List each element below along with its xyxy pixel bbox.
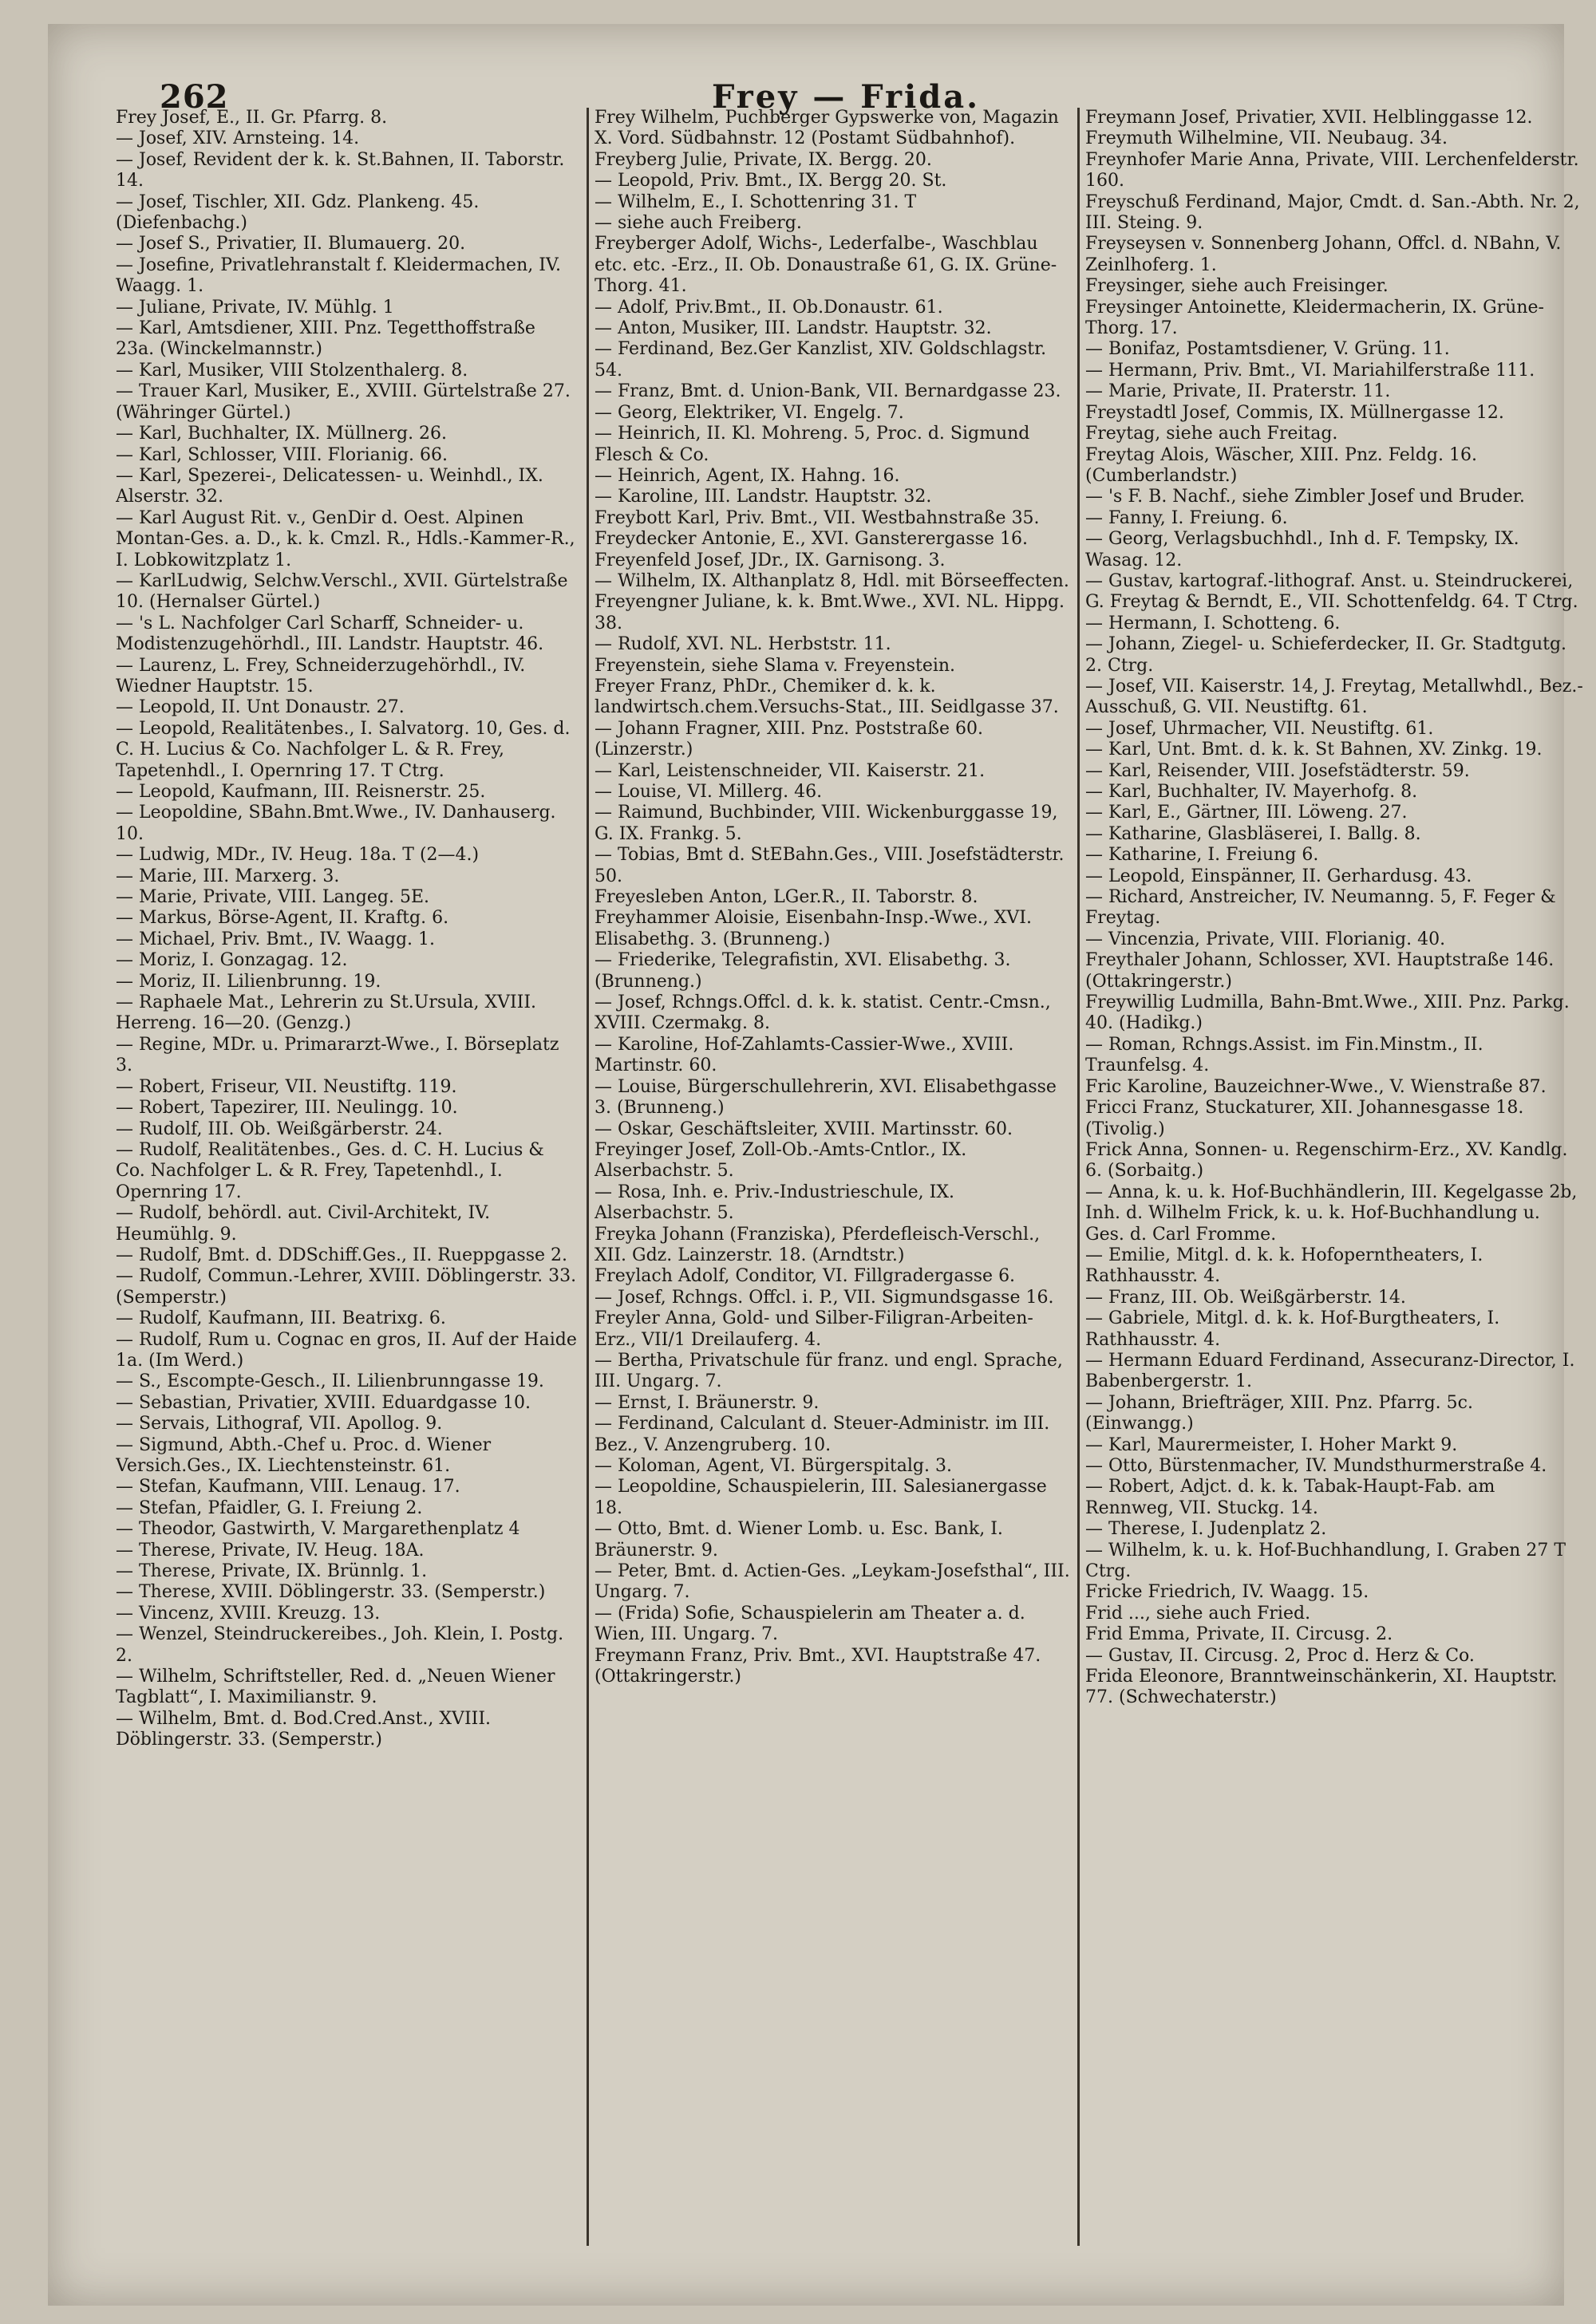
directory-entry: — Josef, Rchngs.Offcl. d. k. k. statist. Centr.-Cmsn., XVIII. Czermakg. 8. xyxy=(595,992,1051,1034)
directory-entry: — Heinrich, Agent, IX. Hahng. 16. xyxy=(595,465,900,486)
directory-entry: — Heinrich, II. Kl. Mohreng. 5, Proc. d. Sigmund Flesch & Co. xyxy=(595,424,1030,465)
directory-entry: — Adolf, Priv.Bmt., II. Ob.Donaustr. 61. xyxy=(595,297,943,318)
directory-entry: Freyengner Juliane, k. k. Bmt.Wwe., XVI. NL. Hippg. 38. xyxy=(595,592,1065,633)
directory-entry: Freybott Karl, Priv. Bmt., VII. Westbahnstraße 35. xyxy=(595,507,1040,528)
directory-entry: Freymann Franz, Priv. Bmt., XVI. Hauptstraße 47. (Ottakringerstr.) xyxy=(595,1645,1041,1687)
directory-entry: — Hermann, Priv. Bmt., VI. Mariahilferstraße 111. xyxy=(1085,360,1535,381)
directory-entry: Freythaler Johann, Schlosser, XVI. Hauptstraße 146. (Ottakringerstr.) xyxy=(1085,950,1555,992)
directory-entry: — Katharine, Glasbläserei, I. Ballg. 8. xyxy=(1085,823,1421,844)
directory-entry: Freywillig Ludmilla, Bahn-Bmt.Wwe., XIII. Pnz. Parkg. 40. (Hadikg.) xyxy=(1085,992,1570,1034)
directory-entry: — Louise, Bürgerschullehrerin, XVI. Elisabethgasse 3. (Brunneng.) xyxy=(595,1076,1057,1119)
directory-entry: — Wilhelm, E., I. Schottenring 31. T xyxy=(595,191,917,212)
directory-entry: — Vincenzia, Private, VIII. Florianig. 40. xyxy=(1085,929,1446,949)
directory-entry: Freysinger, siehe auch Freisinger. xyxy=(1085,276,1389,297)
directory-entry: Frey Josef, E., II. Gr. Pfarrg. 8. xyxy=(116,108,388,128)
directory-entry: Freyenstein, siehe Slama v. Freyenstein. xyxy=(595,655,956,676)
directory-entry: — Franz, Bmt. d. Union-Bank, VII. Bernardgasse 23. xyxy=(595,381,1061,402)
directory-entry: — Therese, Private, IV. Heug. 18A. xyxy=(116,1540,425,1561)
directory-entry: Frida Eleonore, Branntweinschänkerin, XI. Hauptstr. 77. (Schwechaterstr.) xyxy=(1085,1667,1558,1708)
directory-entry: — Georg, Elektriker, VI. Engelg. 7. xyxy=(595,402,904,423)
directory-entry: — Michael, Priv. Bmt., IV. Waagg. 1. xyxy=(116,929,436,949)
directory-entry: — Therese, I. Judenplatz 2. xyxy=(1085,1519,1327,1540)
directory-entry: — Marie, Private, VIII. Langeg. 5E. xyxy=(116,887,430,908)
directory-entry: Fric Karoline, Bauzeichner-Wwe., V. Wienstraße 87. xyxy=(1085,1076,1547,1097)
directory-entry: — Roman, Rchngs.Assist. im Fin.Minstm., II. Traunfelsg. 4. xyxy=(1085,1034,1483,1076)
directory-entry: — Josef, XIV. Arnsteing. 14. xyxy=(116,128,360,149)
directory-entry: — Regine, MDr. u. Primararzt-Wwe., I. Börseplatz 3. xyxy=(116,1034,559,1076)
column-divider-2 xyxy=(1077,108,1080,2246)
directory-entry: — Gustav, II. Circusg. 2, Proc d. Herz & Co. xyxy=(1085,1645,1475,1666)
directory-entry: — Moriz, I. Gonzagag. 12. xyxy=(116,950,348,971)
directory-entry: — Rudolf, XVI. NL. Herbststr. 11. xyxy=(595,634,891,655)
directory-entry: Frick Anna, Sonnen- u. Regenschirm-Erz., XV. Kandlg. 6. (Sorbaitg.) xyxy=(1085,1139,1568,1182)
directory-entry: Freymuth Wilhelmine, VII. Neubaug. 34. xyxy=(1085,128,1448,149)
directory-entry: — Wilhelm, k. u. k. Hof-Buchhandlung, I. Graben 27 T Ctrg. xyxy=(1085,1540,1566,1582)
directory-entry: — Robert, Friseur, VII. Neustiftg. 119. xyxy=(116,1076,457,1097)
directory-entry: — Karoline, III. Landstr. Hauptstr. 32. xyxy=(595,487,932,507)
directory-entry: Freystadtl Josef, Commis, IX. Müllnergasse 12. xyxy=(1085,402,1504,423)
directory-entry: — Gabriele, Mitgl. d. k. k. Hof-Burgtheaters, I. Rathhausstr. 4. xyxy=(1085,1308,1500,1350)
directory-entry: — Ferdinand, Calculant d. Steuer-Administr. im III. Bez., V. Anzengruberg. 10. xyxy=(595,1414,1050,1455)
directory-entry: — Rudolf, Kaufmann, III. Beatrixg. 6. xyxy=(116,1308,446,1329)
directory-entry: — Ludwig, MDr., IV. Heug. 18a. T (2—4.) xyxy=(116,845,480,866)
directory-entry: — Leopold, Kaufmann, III. Reisnerstr. 25. xyxy=(116,782,486,802)
directory-entry: — Rudolf, III. Ob. Weißgärberstr. 24. xyxy=(116,1119,443,1139)
directory-entry: — Josef, VII. Kaiserstr. 14, J. Freytag, Metallwhdl., Bez.-Ausschuß, G. VII. Neustiftg. 61. xyxy=(1085,676,1583,718)
page-number: 262 xyxy=(160,78,229,116)
directory-entry: — S., Escompte-Gesch., II. Lilienbrunngasse 19. xyxy=(116,1371,544,1392)
directory-entry: — Karl, Buchhalter, IX. Müllnerg. 26. xyxy=(116,424,448,444)
directory-entry: — Josef, Revident der k. k. St.Bahnen, II. Taborstr. 14. xyxy=(116,149,565,191)
directory-entry: — Leopoldine, Schauspielerin, III. Salesianergasse 18. xyxy=(595,1477,1047,1518)
directory-entry: Frid ..., siehe auch Fried. xyxy=(1085,1603,1311,1624)
directory-entry: — Georg, Verlagsbuchhdl., Inh d. F. Tempsky, IX. Wasag. 12. xyxy=(1085,529,1519,570)
directory-entry: — Marie, III. Marxerg. 3. xyxy=(116,866,340,886)
directory-entry: — Leopoldine, SBahn.Bmt.Wwe., IV. Danhauserg. 10. xyxy=(116,803,556,844)
directory-entry: Freyka Johann (Franziska), Pferdefleisch-Verschl., XII. Gdz. Lainzerstr. 18. (Arndtstr.) xyxy=(595,1224,1041,1265)
directory-entry: — Hermann, I. Schotteng. 6. xyxy=(1085,613,1341,633)
directory-entry: — Louise, VI. Millerg. 46. xyxy=(595,782,823,802)
directory-entry: — Otto, Bmt. d. Wiener Lomb. u. Esc. Bank, I. Bräunerstr. 9. xyxy=(595,1519,1003,1561)
directory-entry: — 's F. B. Nachf., siehe Zimbler Josef und Bruder. xyxy=(1085,487,1525,507)
directory-entry: — Gustav, kartograf.-lithograf. Anst. u. Steindruckerei, G. Freytag & Berndt, E., VII. Schottenfeldg. 64. T Ctrg. xyxy=(1085,570,1578,613)
directory-entry: — Rudolf, Commun.-Lehrer, XVIII. Döblingerstr. 33. (Semperstr.) xyxy=(116,1266,577,1308)
directory-entry: Freyschuß Ferdinand, Major, Cmdt. d. San.-Abth. Nr. 2, III. Steing. 9. xyxy=(1085,191,1580,234)
directory-entry: — Theodor, Gastwirth, V. Margarethenplatz 4 xyxy=(116,1519,520,1540)
directory-entry: — Tobias, Bmt d. StEBahn.Ges., VIII. Josefstädterstr. 50. xyxy=(595,845,1065,886)
directory-entry: — Rudolf, Realitätenbes., Ges. d. C. H. Lucius & Co. Nachfolger L. & R. Frey, Tapetenhdl., I. Opernring 17. xyxy=(116,1139,544,1202)
directory-entry: — Johann Fragner, XIII. Pnz. Poststraße 60. (Linzerstr.) xyxy=(595,718,983,760)
directory-entry: — Ernst, I. Bräunerstr. 9. xyxy=(595,1392,820,1413)
directory-entry: — KarlLudwig, Selchw.Verschl., XVII. Gürtelstraße 10. (Hernalser Gürtel.) xyxy=(116,570,568,613)
directory-entry: — Karl August Rit. v., GenDir d. Oest. Alpinen Montan-Ges. a. D., k. k. Cmzl. R., Hdls.-Kammer-R., I. Lobkowitzplatz 1. xyxy=(116,507,575,570)
directory-entry: — Josef, Tischler, XII. Gdz. Plankeng. 45. (Diefenbachg.) xyxy=(116,191,480,234)
directory-entry: Freyer Franz, PhDr., Chemiker d. k. k. landwirtsch.chem.Versuchs-Stat., III. Seidlgasse 37. xyxy=(595,676,1059,718)
directory-entry: — Oskar, Geschäftsleiter, XVIII. Martinsstr. 60. xyxy=(595,1119,1013,1139)
directory-entry: — Hermann Eduard Ferdinand, Assecuranz-Director, I. Babenbergerstr. 1. xyxy=(1085,1350,1575,1392)
directory-entry: — Therese, XVIII. Döblingerstr. 33. (Semperstr.) xyxy=(116,1582,546,1603)
directory-entry: Freytag Alois, Wäscher, XIII. Pnz. Feldg. 16. (Cumberlandstr.) xyxy=(1085,444,1477,486)
page-title: Frey — Frida. xyxy=(711,78,981,116)
column-divider-1 xyxy=(587,108,589,2246)
directory-entry: — Leopold, Priv. Bmt., IX. Bergg 20. St. xyxy=(595,171,947,191)
directory-entry: — Anna, k. u. k. Hof-Buchhändlerin, III. Kegelgasse 2b, Inh. d. Wilhelm Frick, k. u. k. Hof-Buchhandlung u. Ges. d. Carl Fromme. xyxy=(1085,1182,1578,1245)
directory-entry: Freylach Adolf, Conditor, VI. Fillgradergasse 6. xyxy=(595,1266,1016,1287)
column-3 xyxy=(1085,108,1584,2246)
directory-entry: Freyberg Julie, Private, IX. Bergg. 20. xyxy=(595,149,932,170)
directory-entry: — Sebastian, Privatier, XVIII. Eduardgasse 10. xyxy=(116,1392,531,1413)
directory-entry: — Robert, Adjct. d. k. k. Tabak-Haupt-Fab. am Rennweg, VII. Stuckg. 14. xyxy=(1085,1477,1495,1518)
directory-entry: — Katharine, I. Freiung 6. xyxy=(1085,845,1319,866)
directory-entry: — Markus, Börse-Agent, II. Kraftg. 6. xyxy=(116,908,449,929)
directory-entry: — Richard, Anstreicher, IV. Neumanng. 5, F. Feger & Freytag. xyxy=(1085,887,1556,929)
directory-entry: — Karoline, Hof-Zahlamts-Cassier-Wwe., XVIII. Martinstr. 60. xyxy=(595,1034,1014,1076)
directory-entry: — Johann, Briefträger, XIII. Pnz. Pfarrg. 5c. (Einwangg.) xyxy=(1085,1392,1473,1434)
directory-entry: Freysinger Antoinette, Kleidermacherin, IX. Grüne-Thorg. 17. xyxy=(1085,297,1544,339)
directory-entry: — Bertha, Privatschule für franz. und engl. Sprache, III. Ungarg. 7. xyxy=(595,1350,1063,1392)
directory-entry: — Karl, Leistenschneider, VII. Kaiserstr. 21. xyxy=(595,760,986,781)
directory-entry: — Josefine, Privatlehranstalt f. Kleidermachen, IV. Waagg. 1. xyxy=(116,254,561,297)
directory-entry: — siehe auch Freiberg. xyxy=(595,213,802,234)
directory-entry: Freydecker Antonie, E., XVI. Gansterergasse 16. xyxy=(595,529,1028,550)
directory-entry: — Laurenz, L. Frey, Schneiderzugehörhdl., IV. Wiedner Hauptstr. 15. xyxy=(116,655,526,696)
directory-entry: — Otto, Bürstenmacher, IV. Mundsthurmerstraße 4. xyxy=(1085,1456,1547,1476)
directory-entry: Freyler Anna, Gold- und Silber-Filigran-Arbeiten-Erz., VII/1 Dreilauferg. 4. xyxy=(595,1308,1033,1350)
directory-entry: — Friederike, Telegrafistin, XVI. Elisabethg. 3. (Brunneng.) xyxy=(595,950,1011,992)
directory-entry: — Karl, Unt. Bmt. d. k. k. St Bahnen, XV. Zinkg. 19. xyxy=(1085,740,1543,760)
directory-entry: — Bonifaz, Postamtsdiener, V. Grüng. 11. xyxy=(1085,339,1450,360)
directory-entry: — Karl, Spezerei-, Delicatessen- u. Weinhdl., IX. Alserstr. 32. xyxy=(116,465,543,507)
directory-entry: — Leopold, Realitätenbes., I. Salvatorg. 10, Ges. d. C. H. Lucius & Co. Nachfolger L. & R. Frey, Tapetenhdl., I. Opernring 17. T Ctrg. xyxy=(116,718,571,781)
directory-entry: — Karl, Maurermeister, I. Hoher Markt 9. xyxy=(1085,1434,1458,1455)
directory-entry: — Karl, Buchhalter, IV. Mayerhofg. 8. xyxy=(1085,782,1418,802)
directory-entry: — Leopold, Einspänner, II. Gerhardusg. 43. xyxy=(1085,866,1472,886)
directory-entry: — Raimund, Buchbinder, VIII. Wickenburggasse 19, G. IX. Frankg. 5. xyxy=(595,803,1058,844)
directory-entry: Freyberger Adolf, Wichs-, Lederfalbe-, Waschblau etc. etc. -Erz., II. Ob. Donaustraße 61, G. IX. Grüne-Thorg. 41. xyxy=(595,234,1057,297)
directory-entry: Frid Emma, Private, II. Circusg. 2. xyxy=(1085,1624,1393,1645)
directory-entry: — Anton, Musiker, III. Landstr. Hauptstr. 32. xyxy=(595,318,992,339)
directory-entry: Freytag, siehe auch Freitag. xyxy=(1085,424,1338,444)
directory-entry: Freyinger Josef, Zoll-Ob.-Amts-Cntlor., IX. Alserbachstr. 5. xyxy=(595,1139,967,1182)
directory-entry: — Rudolf, Bmt. d. DDSchiff.Ges., II. Rueppgasse 2. xyxy=(116,1245,568,1265)
directory-entry: — Marie, Private, II. Praterstr. 11. xyxy=(1085,381,1391,402)
directory-entry: Freyesleben Anton, LGer.R., II. Taborstr. 8. xyxy=(595,887,978,908)
directory-entry: — Wilhelm, IX. Althanplatz 8, Hdl. mit Börseeffecten. xyxy=(595,570,1069,591)
column-1 xyxy=(116,108,579,2246)
directory-entry: Freyhammer Aloisie, Eisenbahn-Insp.-Wwe., XVI. Elisabethg. 3. (Brunneng.) xyxy=(595,908,1032,949)
directory-entry: — Trauer Karl, Musiker, E., XVIII. Gürtelstraße 27. (Währinger Gürtel.) xyxy=(116,381,571,423)
directory-entry: — Johann, Ziegel- u. Schieferdecker, II. Gr. Stadtgutg. 2. Ctrg. xyxy=(1085,634,1567,676)
directory-entry: — Karl, E., Gärtner, III. Löweng. 27. xyxy=(1085,803,1408,823)
directory-entry: — Wenzel, Steindruckereibes., Joh. Klein, I. Postg. 2. xyxy=(116,1624,564,1666)
directory-entry: — Moriz, II. Lilienbrunng. 19. xyxy=(116,971,381,992)
directory-entry: — Josef S., Privatier, II. Blumauerg. 20. xyxy=(116,234,466,254)
directory-entry: — Josef, Uhrmacher, VII. Neustiftg. 61. xyxy=(1085,718,1434,739)
directory-entry: — Karl, Musiker, VIII Stolzenthalerg. 8. xyxy=(116,360,468,381)
directory-entry: — Vincenz, XVIII. Kreuzg. 13. xyxy=(116,1603,381,1624)
column-2 xyxy=(595,108,1073,2246)
directory-entry: — Rudolf, behördl. aut. Civil-Architekt, IV. Heumühlg. 9. xyxy=(116,1203,491,1245)
directory-entry: — (Frida) Sofie, Schauspielerin am Theater a. d. Wien, III. Ungarg. 7. xyxy=(595,1603,1025,1645)
directory-entry: Fricci Franz, Stuckaturer, XII. Johannesgasse 18. (Tivolig.) xyxy=(1085,1098,1524,1139)
directory-entry: — Rudolf, Rum u. Cognac en gros, II. Auf der Haide 1a. (Im Werd.) xyxy=(116,1329,577,1371)
directory-entry: Freynhofer Marie Anna, Private, VIII. Lerchenfelderstr. 160. xyxy=(1085,149,1579,191)
directory-entry: Freyseysen v. Sonnenberg Johann, Offcl. d. NBahn, V. Zeinlhoferg. 1. xyxy=(1085,234,1562,275)
directory-entry: — Karl, Schlosser, VIII. Florianig. 66. xyxy=(116,444,448,465)
directory-entry: — Therese, Private, IX. Brünnlg. 1. xyxy=(116,1561,428,1582)
directory-entry: — Stefan, Pfaidler, G. I. Freiung 2. xyxy=(116,1497,423,1518)
directory-entry: — Servais, Lithograf, VII. Apollog. 9. xyxy=(116,1414,443,1434)
directory-entry: — Sigmund, Abth.-Chef u. Proc. d. Wiener Versich.Ges., IX. Liechtensteinstr. 61. xyxy=(116,1434,492,1476)
directory-entry: — Ferdinand, Bez.Ger Kanzlist, XIV. Goldschlagstr. 54. xyxy=(595,339,1047,381)
directory-entry: — Karl, Amtsdiener, XIII. Pnz. Tegetthoffstraße 23a. (Winckelmannstr.) xyxy=(116,318,535,360)
directory-columns xyxy=(116,108,1596,2254)
directory-entry: — Stefan, Kaufmann, VIII. Lenaug. 17. xyxy=(116,1477,460,1497)
directory-entry: Freymann Josef, Privatier, XVII. Helblinggasse 12. xyxy=(1085,108,1533,128)
directory-entry: — Emilie, Mitgl. d. k. k. Hofoperntheaters, I. Rathhausstr. 4. xyxy=(1085,1245,1483,1287)
directory-entry: Fricke Friedrich, IV. Waagg. 15. xyxy=(1085,1582,1369,1603)
directory-entry: — Fanny, I. Freiung. 6. xyxy=(1085,507,1288,528)
directory-entry: — Josef, Rchngs. Offcl. i. P., VII. Sigmundsgasse 16. xyxy=(595,1287,1054,1308)
directory-entry: — Wilhelm, Schriftsteller, Red. d. „Neuen Wiener Tagblatt“, I. Maximilianstr. 9. xyxy=(116,1667,555,1708)
directory-entry: — Raphaele Mat., Lehrerin zu St.Ursula, XVIII. Herreng. 16—20. (Genzg.) xyxy=(116,992,537,1034)
directory-entry: — Wilhelm, Bmt. d. Bod.Cred.Anst., XVIII. Döblingerstr. 33. (Semperstr.) xyxy=(116,1708,492,1750)
directory-entry: — 's L. Nachfolger Carl Scharff, Schneider- u. Modistenzugehörhdl., III. Landstr. Hauptstr. 46. xyxy=(116,613,544,655)
directory-entry: — Peter, Bmt. d. Actien-Ges. „Leykam-Josefsthal“, III. Ungarg. 7. xyxy=(595,1561,1070,1603)
directory-entry: — Koloman, Agent, VI. Bürgerspitalg. 3. xyxy=(595,1456,952,1476)
directory-entry: — Juliane, Private, IV. Mühlg. 1 xyxy=(116,297,394,318)
directory-entry: Freyenfeld Josef, JDr., IX. Garnisong. 3. xyxy=(595,550,946,570)
directory-entry: — Franz, III. Ob. Weißgärberstr. 14. xyxy=(1085,1287,1406,1308)
directory-entry: — Robert, Tapezirer, III. Neulingg. 10. xyxy=(116,1098,458,1119)
directory-entry: Frey Wilhelm, Puchberger Gypswerke von, Magazin X. Vord. Südbahnstr. 12 (Postamt Südbahnhof). xyxy=(595,108,1059,149)
directory-entry: — Karl, Reisender, VIII. Josefstädterstr. 59. xyxy=(1085,760,1470,781)
directory-entry: — Leopold, II. Unt Donaustr. 27. xyxy=(116,697,405,718)
directory-entry: — Rosa, Inh. e. Priv.-Industrieschule, IX. Alserbachstr. 5. xyxy=(595,1182,954,1224)
